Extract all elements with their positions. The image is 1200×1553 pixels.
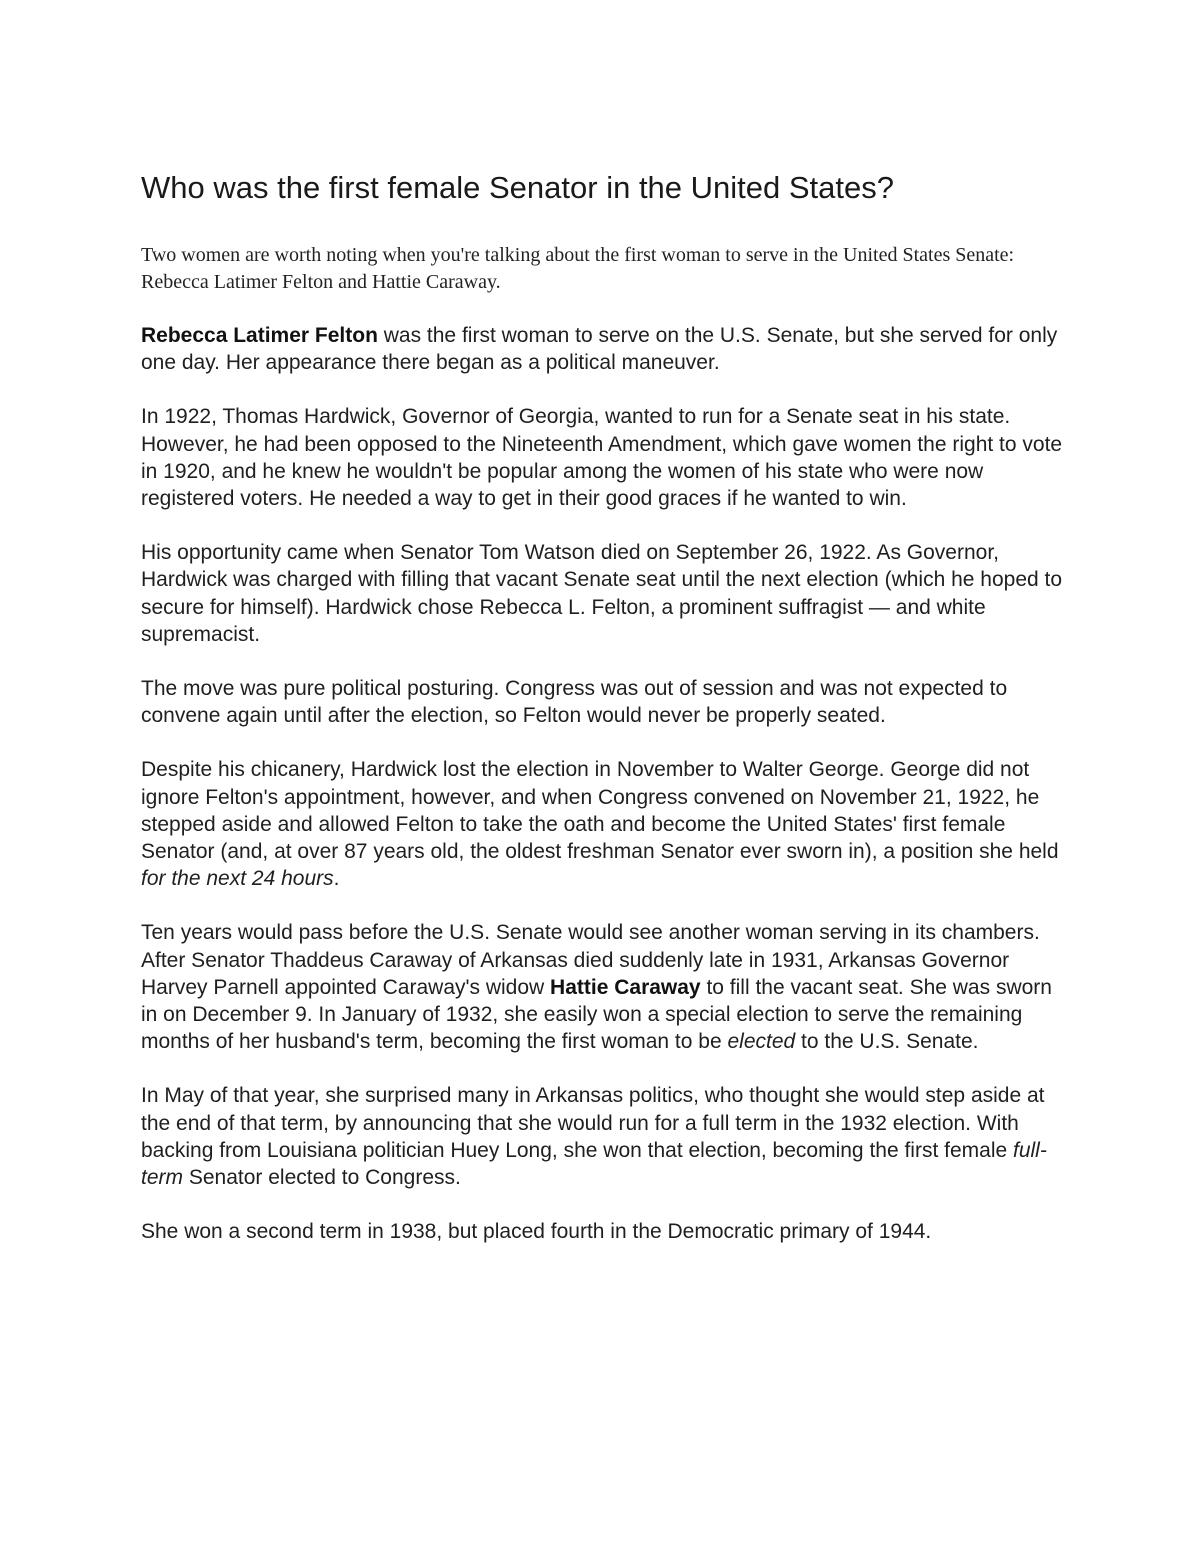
- paragraph-text: In May of that year, she surprised many in Arkansas politics, who thought she would step aside at the end of that term, by announcing that she would run for a full term in the 1932 election. With backing from Louisiana politician Huey Long, she won that election, becoming the first female: [141, 1084, 1045, 1162]
- paragraph-text: was the first woman to serve on the U.S. Senate, but she served for only one day. Her appearance there began as a political maneuver.: [141, 324, 1058, 375]
- paragraph-text: Ten years would pass before the U.S. Senate would see another woman serving in its chambers. After Senator Thaddeus Caraway of Arkansas died suddenly late in 1931, Arkansas Governor Harvey Parnell appointed Caraway's widow: [141, 921, 1040, 999]
- paragraph-hardwick: In 1922, Thomas Hardwick, Governor of Georgia, wanted to run for a Senate seat in his state. However, he had been opposed to the Nineteenth Amendment, which gave women the right to vote in 1920, and he knew he wouldn't be popular among the women of his state who were now registered voters. He needed a way to get in their good graces if he wanted to win.: [141, 405, 1063, 511]
- emphasis-24-hours: for the next 24 hours: [141, 867, 334, 891]
- paragraph-full-term: [141, 1082, 1066, 1191]
- page-title: Who was the first female Senator in the United States?: [141, 170, 894, 205]
- emphasis-full-term: full-term: [141, 1138, 1047, 1190]
- paragraph-posturing: The move was pure political posturing. Congress was out of session and was not expected to convene again until after the election, so Felton would never be properly seated.: [141, 677, 1008, 728]
- paragraph-second-term: She won a second term in 1938, but placed fourth in the Democratic primary of 1944.: [141, 1220, 932, 1244]
- paragraph-text-2: to fill the vacant seat. She was sworn in on December 9. In January of 1932, she easily won a special election to serve the remaining months of her husband's term, becoming the first woman to be: [141, 975, 1052, 1054]
- paragraph-felton-intro: [141, 322, 1066, 376]
- paragraph-text-end: .: [333, 867, 340, 891]
- paragraph-caraway: [141, 919, 1066, 1055]
- name-rebecca-latimer-felton: Rebecca Latimer Felton: [141, 324, 378, 347]
- paragraph-sworn-in: [141, 756, 1066, 892]
- paragraph-text-2: Senator elected to Congress.: [183, 1166, 461, 1190]
- name-hattie-caraway: Hattie Caraway: [550, 975, 701, 999]
- paragraph-opportunity: His opportunity came when Senator Tom Watson died on September 26, 1922. As Governor, Hardwick was charged with filling that vacant Senate seat until the next election (which he hoped to secure for himself). Hardwick chose Rebecca L. Felton, a prominent suffragist — and white supremacist.: [141, 541, 1063, 646]
- emphasis-elected: elected: [727, 1030, 796, 1054]
- paragraph-text-3: to the U.S. Senate.: [795, 1030, 979, 1054]
- paragraph-text: Despite his chicanery, Hardwick lost the election in November to Walter George. George did not ignore Felton's appointment, however, and when Congress convened on November 21, 1922, he stepped aside and allowed Felton to take the oath and become the United States' first female Senator (and, at over 87 years old, the oldest freshman Senator ever sworn in), a position she held: [141, 758, 1059, 864]
- intro-paragraph: Two women are worth noting when you're talking about the first woman to serve in the United States Senate: Rebecca Latimer Felton and Hattie Caraway.: [141, 244, 1015, 293]
- document-body: [141, 168, 1066, 1272]
